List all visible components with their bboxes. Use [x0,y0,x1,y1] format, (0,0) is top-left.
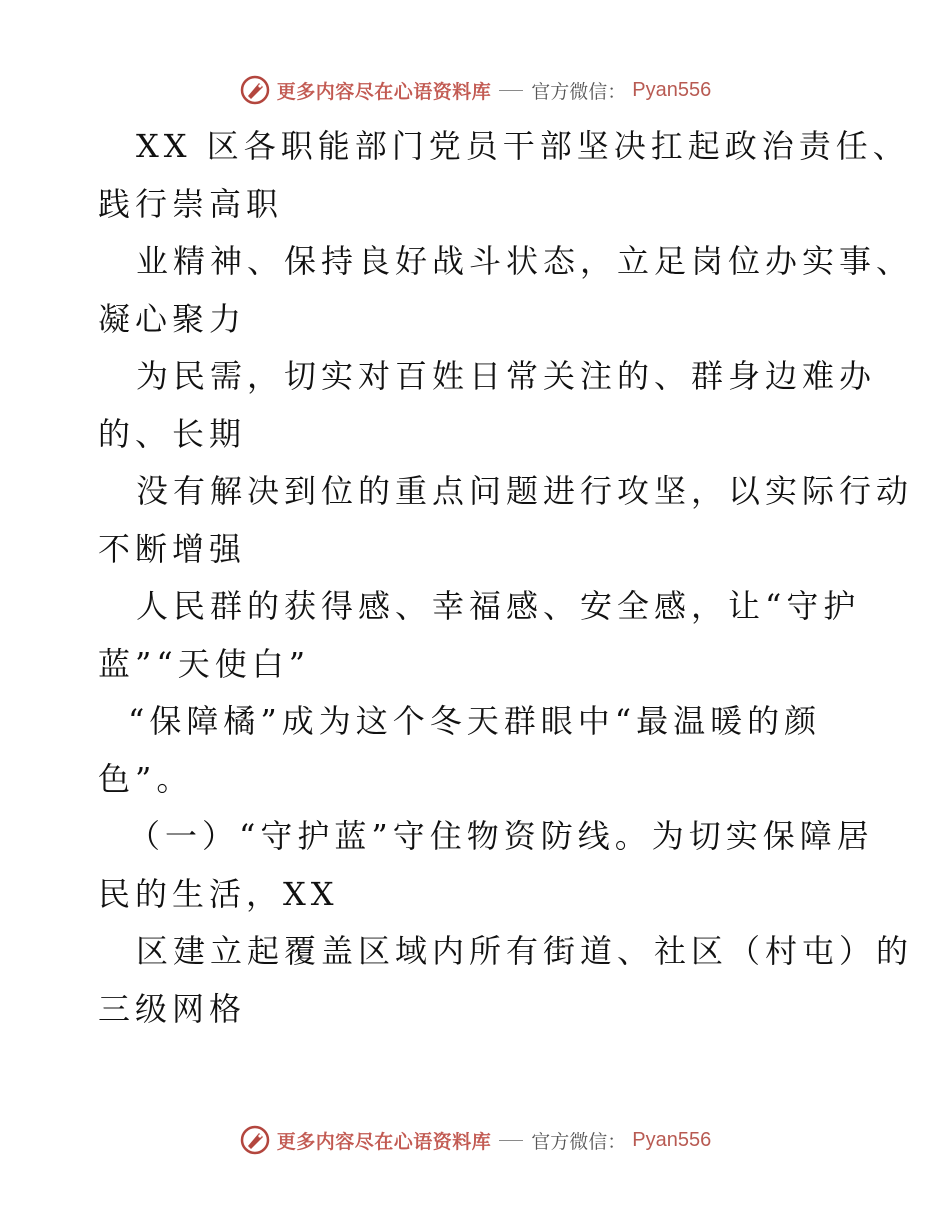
text-line: 蓝”“天使白” [98,644,311,683]
watermark-dash [499,1140,523,1141]
text-line: 为民需，切实对百姓日常关注的、群身边难办 [136,357,877,395]
text-line: 人民群的获得感、幸福感、安全感，让“守护 [136,587,861,625]
text-line: 三级网格 [98,989,247,1028]
text-line: 民的生活，XX [98,874,339,913]
text-line: （一）“守护蓝”守住物资防线。为切实保障居 [128,817,874,855]
pen-nib-logo-icon [239,74,271,106]
header-watermark [0,70,950,110]
pen-nib-logo-icon [239,1124,271,1156]
text-line: “保障橘”成为这个冬天群眼中“最温暖的颜 [128,702,822,740]
watermark-sub-text: 官方微信： [531,80,627,103]
watermark-id-text: Pyan556 [632,78,712,101]
text-line: 的、长期 [98,414,247,453]
text-line: 不断增强 [98,529,247,568]
document-body [98,118,914,1038]
text-line: 没有解决到位的重点问题进行攻坚，以实际行动 [136,472,914,510]
watermark-id-text: Pyan556 [632,1128,712,1151]
text-line: 区建立起覆盖区域内所有街道、社区（村屯）的 [136,932,914,970]
watermark-main-text: 更多内容尽在心语资料库 [276,1130,492,1153]
text-line: 业精神、保持良好战斗状态，立足岗位办实事、 [136,242,914,280]
watermark-sub-text: 官方微信： [531,1130,627,1153]
text-line: 凝心聚力 [98,299,247,338]
text-line: XX 区各职能部门党员干部坚决扛起政治责任、 [136,127,910,165]
footer-watermark [0,1120,950,1160]
watermark-dash [499,90,523,91]
watermark-main-text: 更多内容尽在心语资料库 [276,80,492,103]
text-line: 践行崇高职 [98,184,284,223]
text-line: 色”。 [98,759,194,798]
